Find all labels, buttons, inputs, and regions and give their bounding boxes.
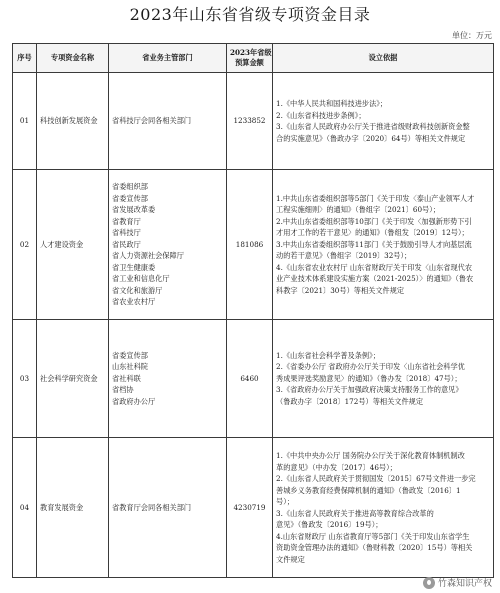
basis-line: 1.中共山东省委组织部等5部门《关于印发〈泰山产业领军人才 [276,193,475,203]
header-budget-line: 2023年省级 [230,48,272,57]
basis-cell [273,73,494,170]
basis-line: 3.《省政府办公厅关于加强政府决策支持服务工作的意见》 [276,385,463,395]
table-row [13,320,494,438]
basis-line: 3.《山东省人民政府关于推进高等教育综合改革的 [276,508,434,518]
department-name: 省农业农村厅 [112,297,156,307]
budget-amount: 6460 [227,320,273,438]
table-row [13,73,494,170]
basis-line: 3.中共山东省委组织部等11部门《关于鼓励引导人才向基层流 [276,239,472,249]
unit-label: 单位：万元 [452,31,492,40]
department-cell [109,170,227,320]
department-name: 省教育厅 [112,216,141,226]
watermark-text: 竹森知识产权 [437,579,492,589]
watermark [423,576,492,589]
basis-line: 业产业技术体系建设实施方案（2021-2025）〉的通知》（鲁农 [276,274,474,284]
department-name: 省文化和旅游厅 [112,285,163,295]
basis-line: 工程实施细则〉的通知》（鲁组字〔2021〕60号）； [276,205,440,215]
header-dept: 省业务主管部门 [109,44,227,73]
basis-line: 2.《山东省人民政府关于贯彻国发〔2015〕67号文件进一步完 [276,474,476,483]
table-row [13,438,494,578]
basis-line: 科教字〔2021〕30号）等相关文件规定 [276,285,405,295]
basis-cell [273,320,494,438]
basis-line: 1.《中华人民共和国科技进步法》； [276,99,388,108]
page-title: 2023年山东省省级专项资金目录 [129,5,371,24]
table-body [13,73,494,578]
row-number: 03 [13,320,37,438]
department-name: 省委宣传部 [112,350,148,360]
budget-amount: 181086 [227,170,273,320]
department-name: 省教育厅会同各相关部门 [112,502,192,512]
basis-line: 才用才工作的若干意见〉的通知》（鲁组发〔2019〕12号）； [276,228,469,238]
basis-line: 善城乡义务教育经费保障机制的通知》（鲁政发〔2016〕1 [276,485,461,495]
basis-line: 1.《山东省社会科学普及条例》； [276,350,380,360]
department-name: 山东社科院 [112,362,148,372]
department-name: 省委宣传部 [112,193,148,203]
row-number: 04 [13,438,37,578]
basis-line: 2.《山东省科技进步条例》； [276,110,366,120]
header-basis: 设立依据 [273,44,494,73]
department-name: 省委组织部 [112,182,148,192]
basis-line: 动的若干意见》（鲁组字〔2019〕32号）； [276,251,412,261]
basis-line: 3.《山东省人民政府办公厅关于推进省级财政科技创新资金整 [276,122,470,131]
table-row [13,170,494,320]
basis-line: 4.《山东省农业农村厅 山东省财政厅关于印发〈山东省现代农 [276,262,473,272]
basis-line: 资助资金管理办法的通知》（鲁财科教〔2020〕15号）等相关 [276,543,473,552]
basis-line: 2.中共山东省委组织部等10部门《关于印发〈加强新形势下引 [276,216,472,226]
department-name: 省人力资源社会保障厅 [112,251,184,261]
department-name: 省工业和信息化厅 [112,274,170,284]
fund-name: 科技创新发展资金 [37,73,109,170]
header-no: 序号 [13,44,37,73]
row-number: 02 [13,170,37,320]
department-name: 省社科联 [112,373,141,383]
budget-amount: 1233852 [227,73,273,170]
department-name: 省发展改革委 [112,205,156,215]
basis-line: 意见》（鲁政发〔2016〕19号）； [276,520,383,529]
basis-line: 革的意见》（中办发〔2017〕46号）； [276,462,397,472]
department-name: 省卫生健康委 [112,262,156,272]
department-name: 省政府办公厅 [112,396,156,406]
basis-line: 2.《省委办公厅 省政府办公厅关于印发〈山东省社会科学优 [276,362,465,372]
basis-line: （鲁政办字〔2018〕172号）等相关文件规定 [276,396,424,406]
header-name: 专项资金名称 [37,44,109,73]
budget-amount: 4230719 [227,438,273,578]
basis-cell [273,438,494,578]
basis-line: 4.山东省财政厅 山东省教育厅等5部门《关于印发山东省学生 [276,531,470,541]
department-name: 省科技厅会同各相关部门 [112,116,192,126]
basis-line: 号）； [276,497,294,506]
department-cell [109,73,227,170]
header-budget-line: 预算金额 [235,58,264,67]
table-header-row [13,44,494,73]
basis-line: 文件规定 [276,554,305,564]
fund-name: 教育发展资金 [37,438,109,578]
basis-line: 合的实施意见》（鲁政办字〔2020〕64号）等相关文件规定 [276,133,466,143]
department-name: 省民政厅 [112,239,141,249]
department-name: 省档协 [112,385,134,395]
basis-cell [273,170,494,320]
department-cell [109,320,227,438]
fund-name: 社会科学研究资金 [37,320,109,438]
basis-line: 1.《中共中央办公厅 国务院办公厅关于深化教育体制机制改 [276,451,465,460]
department-name: 省科技厅 [112,228,141,238]
header-budget [227,44,273,73]
department-cell [109,438,227,578]
basis-line: 秀成果评选奖励意见〉的通知》（鲁办发〔2018〕47号）； [276,373,462,383]
wechat-logo-icon [423,577,435,589]
fund-name: 人才建设资金 [37,170,109,320]
row-number: 01 [13,73,37,170]
fund-table [12,43,494,578]
